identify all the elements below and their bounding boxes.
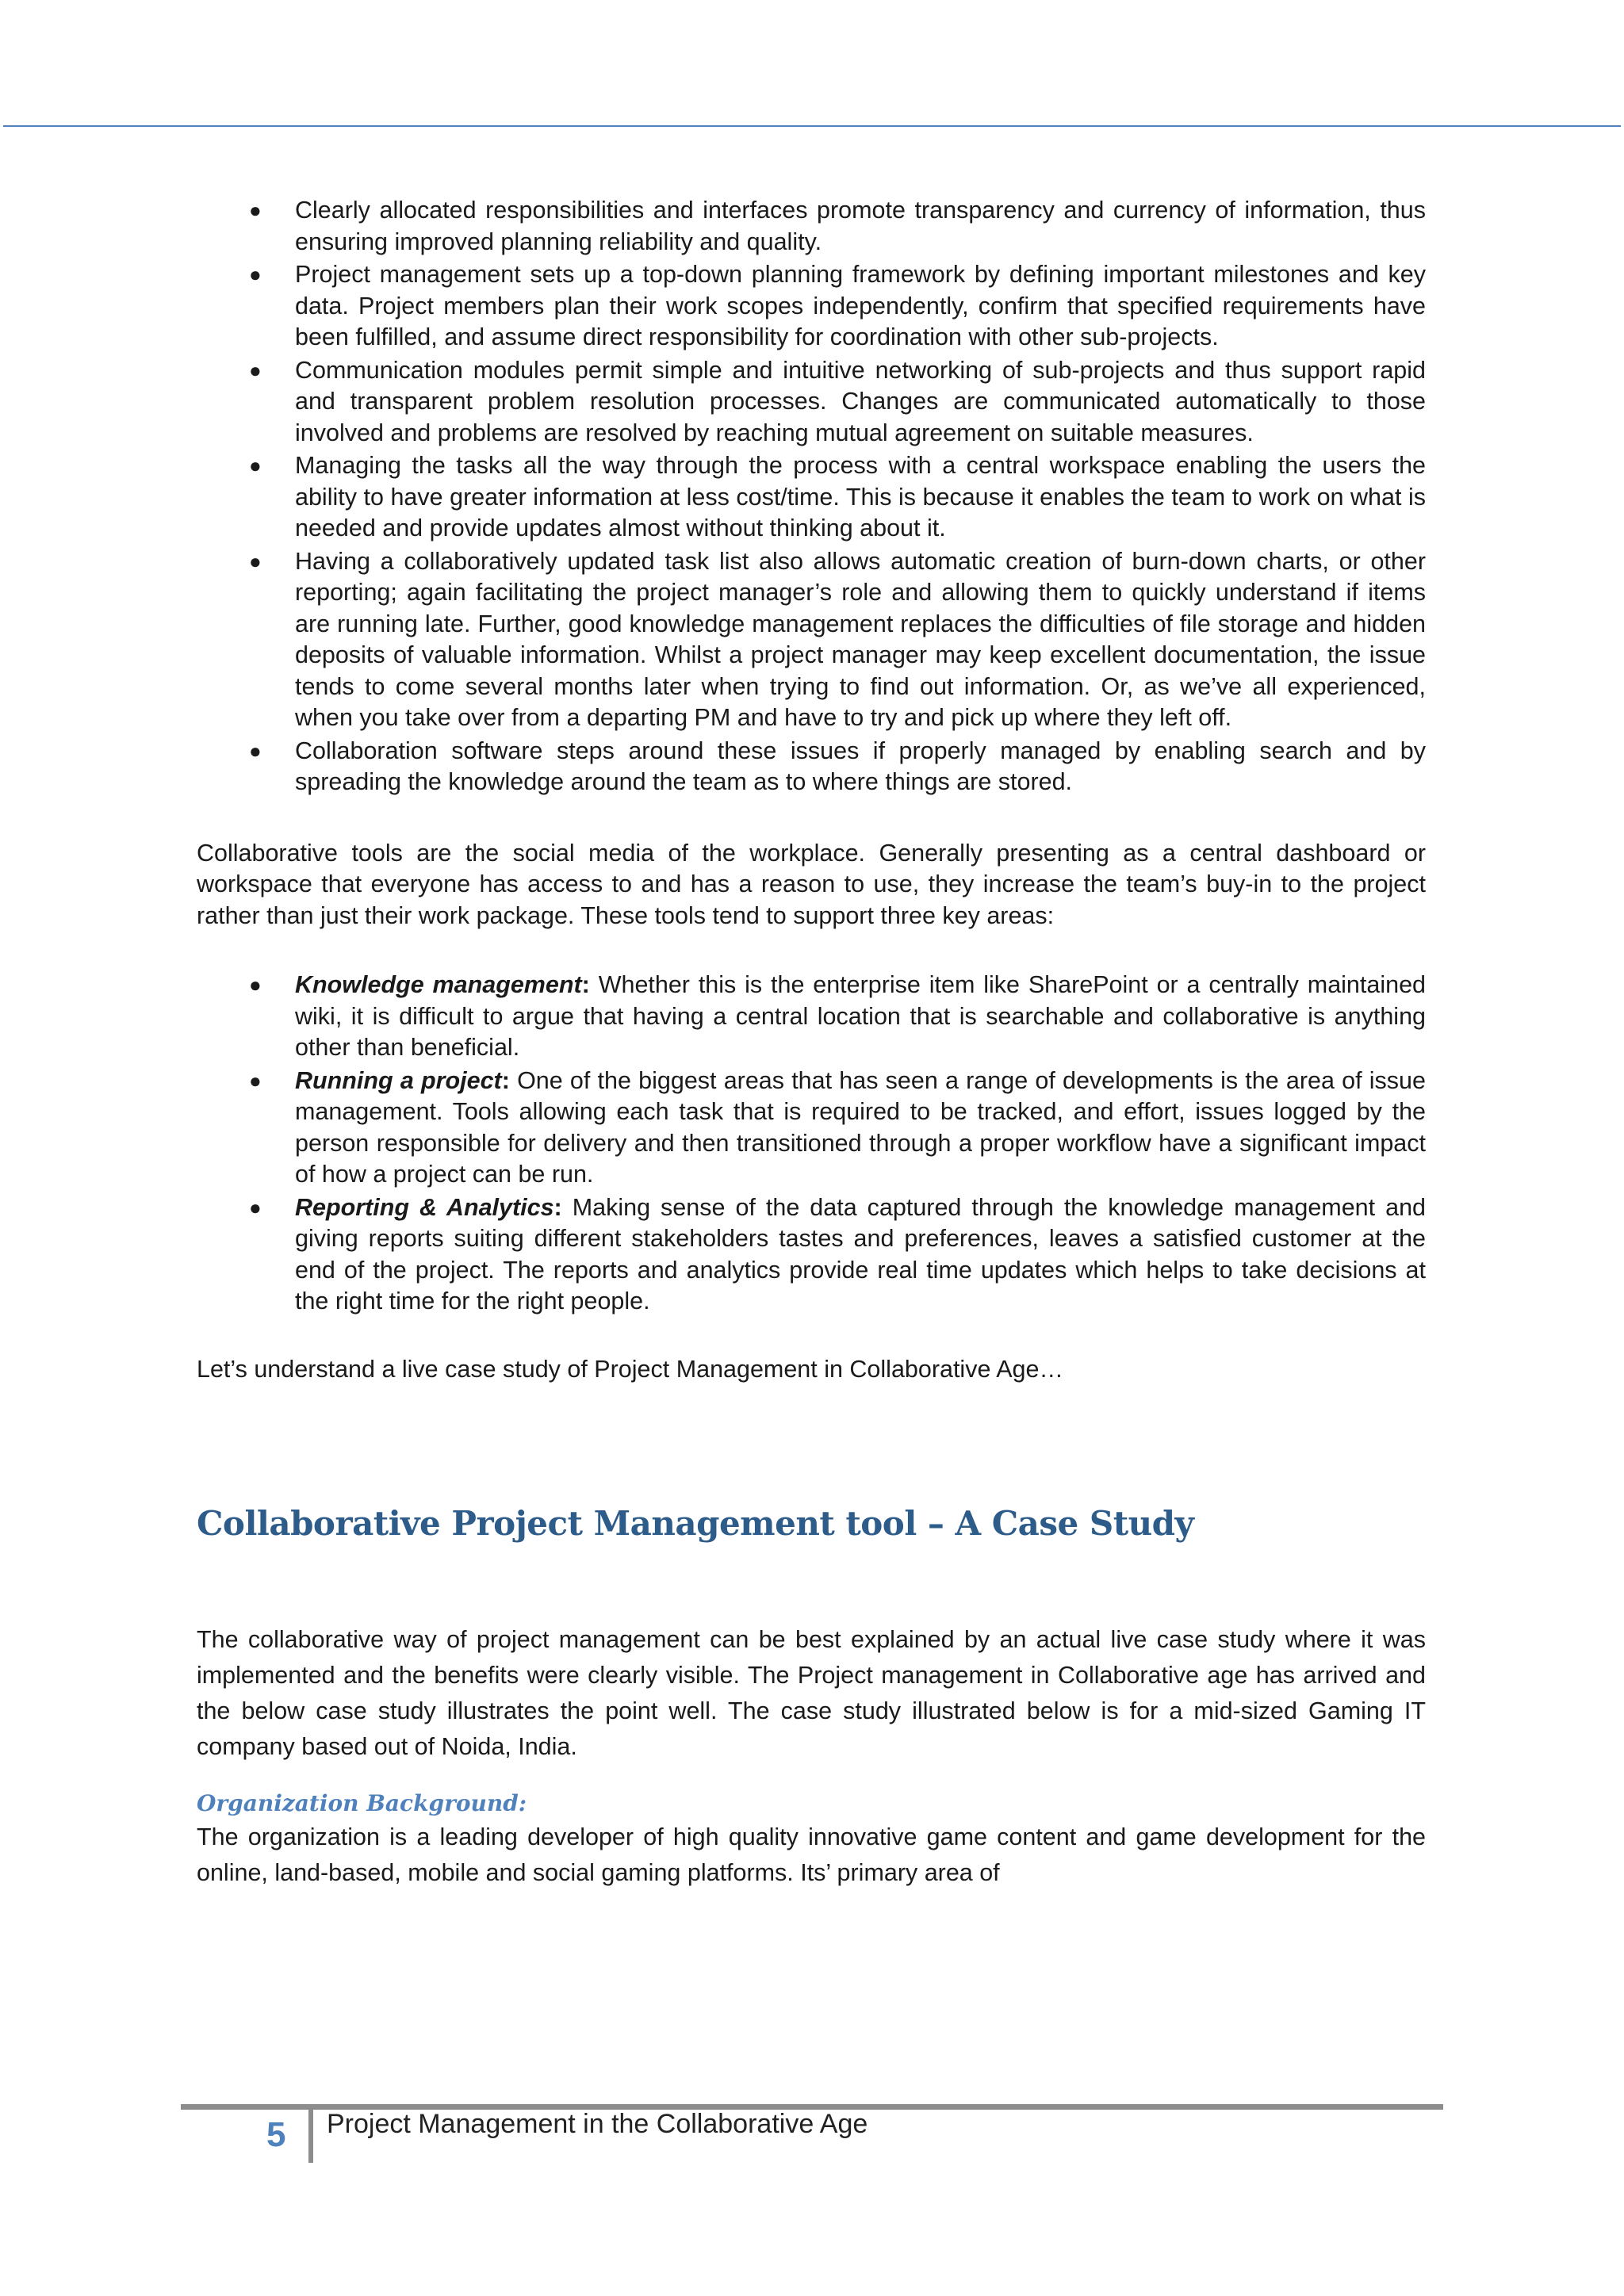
org-subheading: Organization Background:	[197, 1790, 527, 1816]
bullet-icon: ●	[249, 262, 262, 286]
org-paragraph: The organization is a leading developer of high quality innovative game content and game development for the online, land-based, mobile and social gaming platforms. Its’ primary area of	[197, 1823, 1426, 1886]
list-item-text: Managing the tasks all the way through the process with a central workspace enabling the users the ability to have greater information at less cost/time. This is because it enables the team to work on what is needed and provide updates almost without thinking about it.	[295, 452, 1426, 541]
bullet-icon: ●	[249, 549, 262, 573]
bullet-icon: ●	[249, 973, 262, 997]
list-item	[197, 355, 1426, 450]
bullet-icon: ●	[249, 1195, 262, 1219]
key-area-term: Running a project	[295, 1066, 502, 1094]
page-number: 5	[266, 2115, 286, 2154]
key-area-colon: :	[553, 1193, 562, 1221]
list-item	[197, 1192, 1426, 1318]
header-rule	[3, 125, 1621, 127]
key-area-term: Reporting & Analytics	[295, 1193, 554, 1221]
bullet-icon: ●	[249, 1068, 262, 1093]
list-item	[197, 450, 1426, 545]
list-item	[197, 736, 1426, 798]
bullet-icon: ●	[249, 358, 262, 382]
list-item	[197, 1066, 1426, 1191]
key-area-text: Making sense of the data captured through the knowledge management and giving reports suiting different stakeholders tastes and preferences, leaves a satisfied customer at the end of the project. The reports and analytics provide real time updates which helps to take decisions at the right time for the right people.	[295, 1193, 1426, 1314]
section-heading: Collaborative Project Management tool – A Case Study	[197, 1504, 1194, 1543]
list-item-text: Collaboration software steps around these issues if properly managed by enabling search and by spreading the knowledge around the team as to where things are stored.	[295, 737, 1426, 795]
key-area-colon: :	[581, 971, 590, 998]
case-study-paragraph: The collaborative way of project management can be best explained by an actual live case study where it was implemented and the benefits were clearly visible. The Project management in Collaborative age has arrived and the below case study illustrates the point well. The case study illustrated below is for a mid-sized Gaming IT company based out of Noida, India.	[197, 1626, 1426, 1760]
footer-divider	[308, 2107, 313, 2163]
key-area-text: One of the biggest areas that has seen a range of developments is the area of issue management. Tools allowing each task that is required to be tracked, and effort, issues logged by the person responsible for delivery and then transitioned through a proper workflow have a significant impact of how a project can be run.	[295, 1066, 1426, 1188]
list-item	[197, 259, 1426, 354]
list-item	[197, 970, 1426, 1064]
key-area-text: Whether this is the enterprise item like SharePoint or a centrally maintained wiki, it is difficult to argue that having a central location that is searchable and collaborative is anything other than beneficial.	[295, 971, 1426, 1061]
bullet-icon: ●	[249, 198, 262, 222]
case-study-lead: Let’s understand a live case study of Project Management in Collaborative Age…	[197, 1355, 1063, 1383]
list-item-text: Project management sets up a top-down planning framework by defining important milestones and key data. Project members plan their work scopes independently, confirm that specified requirements have been fulfilled, and assume direct responsibility for coordination with other sub-projects.	[295, 261, 1426, 350]
page-content	[197, 195, 1426, 1891]
bullet-icon: ●	[249, 453, 262, 477]
key-areas-list	[197, 970, 1426, 1318]
key-area-colon: :	[501, 1066, 510, 1094]
key-area-term: Knowledge management	[295, 971, 582, 998]
footer-title: Project Management in the Collaborative Age	[327, 2109, 868, 2139]
list-item-text: Communication modules permit simple and intuitive networking of sub-projects and thus support rapid and transparent problem resolution processes. Changes are communicated automatically to those involved and problems are resolved by reaching mutual agreement on suitable measures.	[295, 356, 1426, 446]
list-item	[197, 195, 1426, 258]
intro-paragraph: Collaborative tools are the social media of the workplace. Generally presenting as a central dashboard or workspace that everyone has access to and has a reason to use, they increase the team’s buy-in to the project rather than just their work package. These tools tend to support three key areas:	[197, 839, 1426, 929]
benefits-list	[197, 195, 1426, 798]
list-item	[197, 546, 1426, 734]
list-item-text: Clearly allocated responsibilities and interfaces promote transparency and currency of information, thus ensuring improved planning reliability and quality.	[295, 197, 1426, 255]
list-item-text: Having a collaboratively updated task list also allows automatic creation of burn-down charts, or other reporting; again facilitating the project manager’s role and allowing them to quickly understand if items are running late. Further, good knowledge management replaces the difficulties of file storage and hidden deposits of valuable information. Whilst a project manager may keep excellent documentation, the issue tends to come several months later when trying to find out information. Or, as we’ve all experienced, when you take over from a departing PM and have to try and pick up where they left off.	[295, 547, 1426, 731]
bullet-icon: ●	[249, 738, 262, 763]
